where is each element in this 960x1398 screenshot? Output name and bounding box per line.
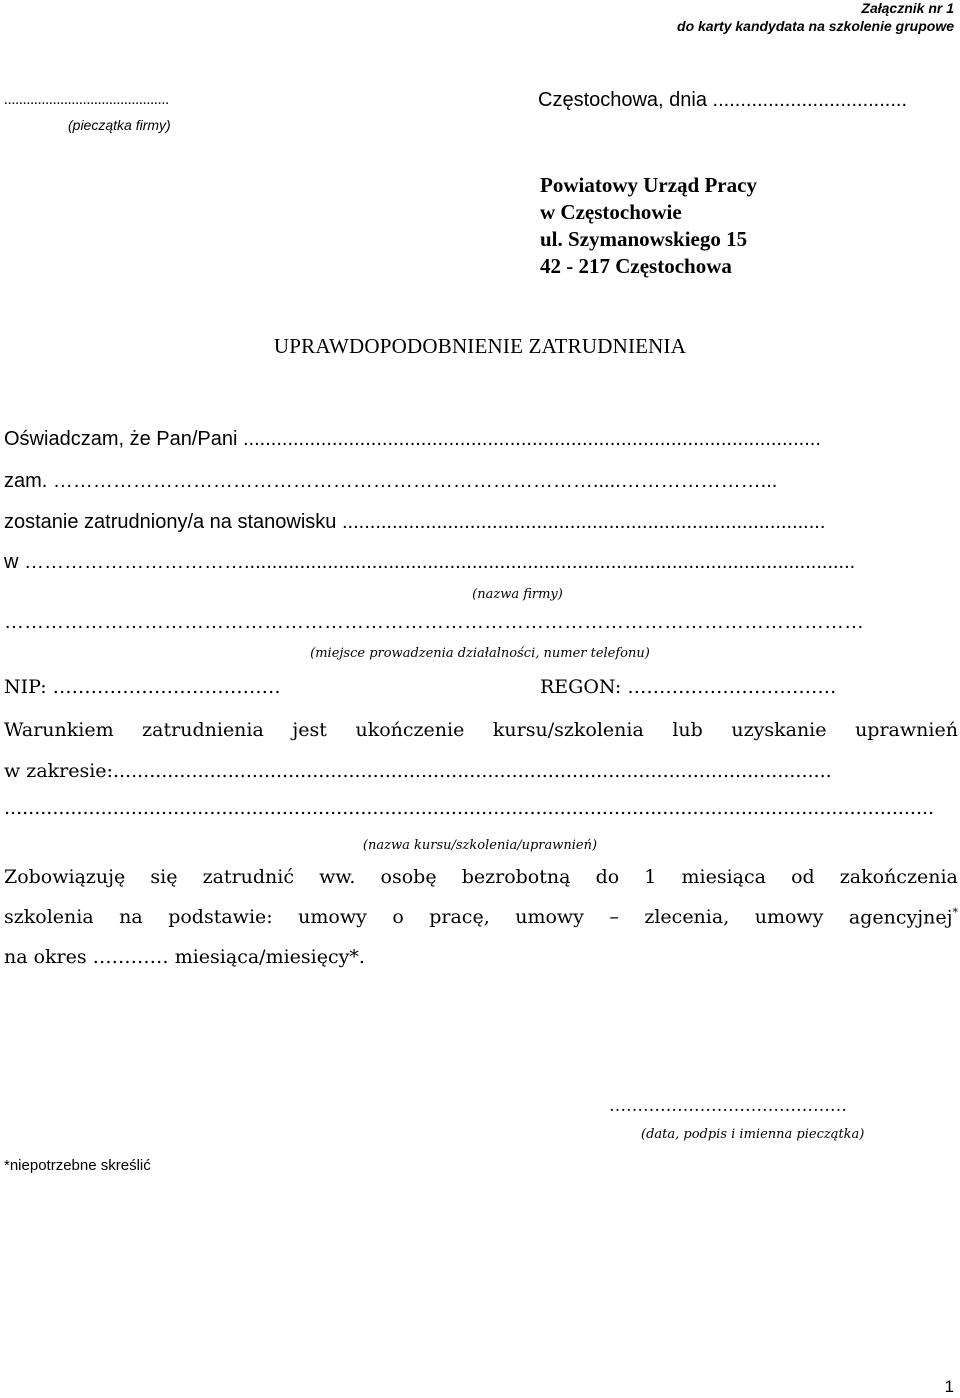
- signature-dots: ……………………………………: [609, 1096, 847, 1116]
- word: agencyjnej*: [848, 906, 958, 929]
- company-line: w ……………………………..............................................................................................................: [4, 551, 856, 573]
- word: umowy: [754, 906, 824, 928]
- word: uprawnień: [855, 719, 958, 741]
- word: od: [791, 866, 815, 888]
- word: miesiąca: [681, 866, 766, 888]
- word: pracę,: [429, 906, 490, 928]
- word: zatrudnienia: [142, 719, 264, 741]
- word: Warunkiem: [4, 719, 114, 741]
- course-caption: (nazwa kursu/szkolenia/uprawnień): [362, 838, 598, 853]
- word: 1: [644, 866, 657, 888]
- word: zakończenia: [839, 866, 958, 888]
- signature-caption: (data, podpis i imienna pieczątka): [641, 1127, 865, 1142]
- word: uzyskanie: [731, 719, 827, 741]
- city-date: Częstochowa, dnia ...................................: [538, 89, 908, 111]
- word: osobę: [380, 866, 437, 888]
- place-dots: …………………………………………………………………………………………………………………: [4, 611, 864, 633]
- word: lub: [672, 719, 703, 741]
- declaration-line: Oświadczam, że Pan/Pani ........................................................................................................: [4, 428, 821, 450]
- condition-scope-line: w zakresie:.......................................................................................................................: [4, 760, 832, 782]
- word: ww.: [319, 866, 356, 888]
- condition-line: [4, 719, 958, 741]
- document-title: UPRAWDOPODOBNIENIE ZATRUDNIENIA: [273, 334, 687, 358]
- obligation-line-1: [4, 866, 958, 888]
- word: na: [119, 906, 143, 928]
- word: do: [595, 866, 620, 888]
- annex-number: Załącznik nr 1: [861, 0, 954, 16]
- stamp-dots: ............................................: [4, 92, 169, 108]
- address-street: ul. Szymanowskiego 15: [540, 227, 748, 251]
- word: Zobowiązuję: [4, 866, 126, 888]
- word: zlecenia,: [644, 906, 730, 928]
- word: –: [609, 906, 619, 928]
- address-line: zam. ……………………………………………………………………….....…………………...: [4, 470, 778, 492]
- condition-dots: ..........................................................................................................................................................: [4, 797, 935, 819]
- nip-field: NIP: ………………………………: [4, 676, 281, 698]
- obligation-line-2: [4, 906, 958, 928]
- word: umowy: [515, 906, 584, 928]
- word: podstawie:: [168, 906, 273, 928]
- word: zatrudnić: [202, 866, 295, 888]
- stamp-label: (pieczątka firmy): [68, 117, 171, 133]
- footnote: *niepotrzebne skreślić: [4, 1157, 151, 1174]
- word: umowy: [298, 906, 367, 928]
- address-office: Powiatowy Urząd Pracy: [540, 173, 757, 197]
- obligation-line-3: na okres ………… miesiąca/miesięcy*.: [4, 946, 365, 968]
- company-caption: (nazwa firmy): [472, 587, 563, 602]
- word: kursu/szkolenia: [492, 719, 644, 741]
- word: o: [392, 906, 404, 928]
- word: bezrobotną: [461, 866, 571, 888]
- word: się: [150, 866, 178, 888]
- regon-field: REGON: ……………………………: [540, 676, 837, 698]
- word: jest: [292, 719, 327, 741]
- position-line: zostanie zatrudniony/a na stanowisku .......................................................................................: [4, 511, 826, 533]
- word: szkolenia: [4, 906, 94, 928]
- word: ukończenie: [355, 719, 465, 741]
- annex-description: do karty kandydata na szkolenie grupowe: [677, 18, 954, 34]
- address-city: w Częstochowie: [540, 200, 682, 224]
- place-caption: (miejsce prowadzenia działalności, numer telefonu): [310, 646, 650, 661]
- page-number: 1: [944, 1377, 954, 1396]
- address-postcode: 42 - 217 Częstochowa: [540, 254, 732, 278]
